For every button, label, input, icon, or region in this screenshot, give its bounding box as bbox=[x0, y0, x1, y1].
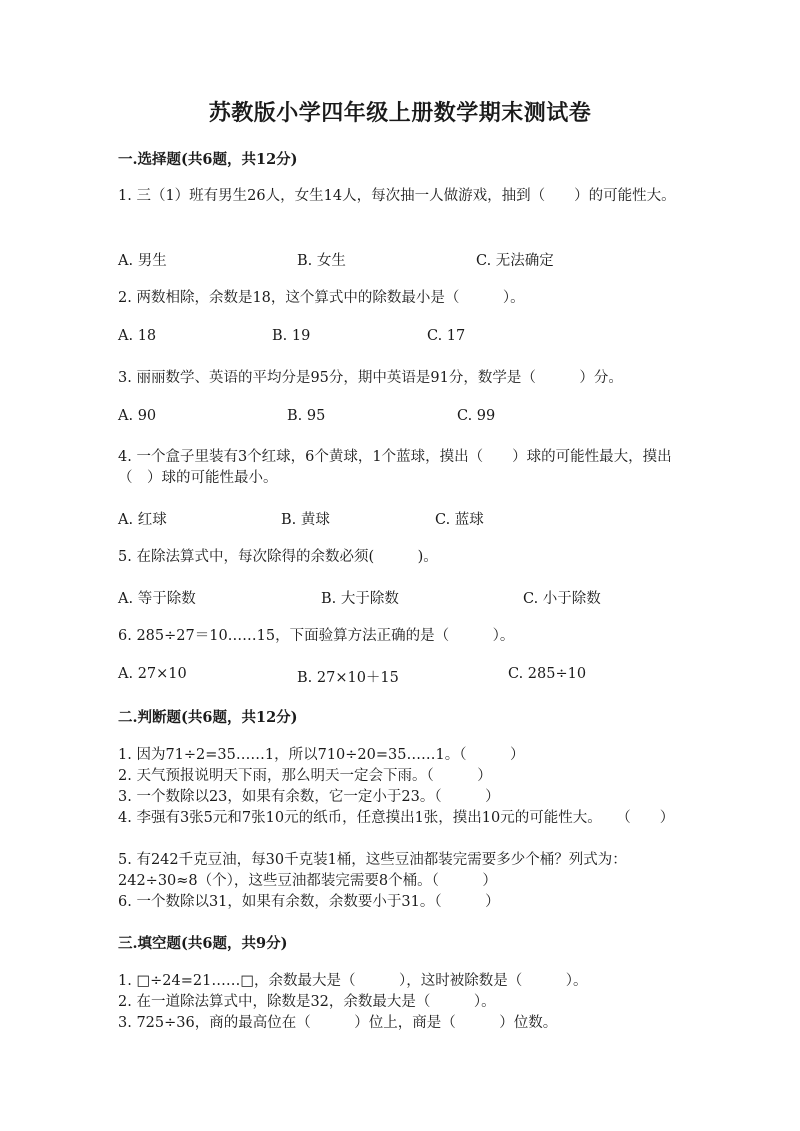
choice-option: B. 大于除数 bbox=[321, 591, 399, 607]
fill-blank-item-1: 1. □÷24=21……□，余数最大是（ ），这时被除数是（ ）。 bbox=[118, 973, 588, 989]
fill-blank-item-3: 3. 725÷36，商的最高位在（ ）位上，商是（ ）位数。 bbox=[118, 1015, 558, 1031]
choice-option: A. 18 bbox=[118, 328, 157, 344]
choice-question-5: 5. 在除法算式中，每次除得的余数必须( )。 bbox=[118, 549, 438, 565]
judgement-item-2: 2. 天气预报说明天下雨，那么明天一定会下雨。（ ） bbox=[118, 768, 492, 784]
judgement-item-6: 6. 一个数除以31，如果有余数，余数要小于31。（ ） bbox=[118, 894, 500, 910]
choice-question-3: 3. 丽丽数学、英语的平均分是95分，期中英语是91分，数学是（ ）分。 bbox=[118, 370, 623, 386]
judgement-item-5: 5. 有242千克豆油，每30千克装1桶，这些豆油都装完需要多少个桶？列式为：242÷30≈8（个），这些豆油都装完需要8个桶。（ ） bbox=[118, 852, 627, 889]
choice-option: C. 蓝球 bbox=[435, 512, 484, 528]
choice-question-2: 2. 两数相除，余数是18，这个算式中的除数最小是（ ）。 bbox=[118, 290, 525, 306]
choice-option: A. 90 bbox=[118, 408, 157, 424]
judgement-item-4: 4. 李强有3张5元和7张10元的纸币，任意摸出1张，摸出10元的可能性大。 （ ） bbox=[118, 810, 675, 826]
fill-blank-item-2: 2. 在一道除法算式中，除数是32，余数最大是（ ）。 bbox=[118, 994, 496, 1010]
choice-option: B. 27×10＋15 bbox=[297, 670, 399, 686]
choice-option: C. 小于除数 bbox=[523, 591, 601, 607]
choice-option: C. 99 bbox=[457, 408, 496, 424]
section-heading-choice: 一.选择题(共6题，共12分) bbox=[118, 151, 298, 168]
choice-question-1: 1. 三（1）班有男生26人，女生14人，每次抽一人做游戏，抽到（ ）的可能性大。 bbox=[118, 188, 676, 204]
section-heading-judgement: 二.判断题(共6题，共12分) bbox=[118, 709, 298, 726]
choice-option: B. 黄球 bbox=[281, 512, 330, 528]
choice-option: C. 无法确定 bbox=[476, 253, 554, 269]
choice-option: C. 285÷10 bbox=[508, 666, 587, 682]
choice-question-4: 4. 一个盒子里装有3个红球，6个黄球，1个蓝球，摸出（ ）球的可能性最大，摸出（ ）球的可能性最小。 bbox=[118, 449, 672, 486]
judgement-item-3: 3. 一个数除以23，如果有余数，它一定小于23。（ ） bbox=[118, 789, 500, 805]
judgement-item-1: 1. 因为71÷2=35……1，所以710÷20=35……1。（ ） bbox=[118, 747, 525, 763]
choice-question-6: 6. 285÷27＝10……15，下面验算方法正确的是（ ）。 bbox=[118, 628, 515, 644]
choice-option: A. 等于除数 bbox=[118, 591, 196, 607]
choice-option: B. 95 bbox=[287, 408, 326, 424]
page-title: 苏教版小学四年级上册数学期末测试卷 bbox=[208, 100, 592, 126]
choice-option: B. 女生 bbox=[297, 253, 346, 269]
choice-option: A. 27×10 bbox=[118, 666, 187, 682]
section-heading-fill-blank: 三.填空题(共6题，共9分) bbox=[118, 935, 288, 952]
choice-option: A. 红球 bbox=[118, 512, 167, 528]
choice-option: B. 19 bbox=[272, 328, 311, 344]
choice-option: A. 男生 bbox=[118, 253, 167, 269]
choice-option: C. 17 bbox=[427, 328, 466, 344]
